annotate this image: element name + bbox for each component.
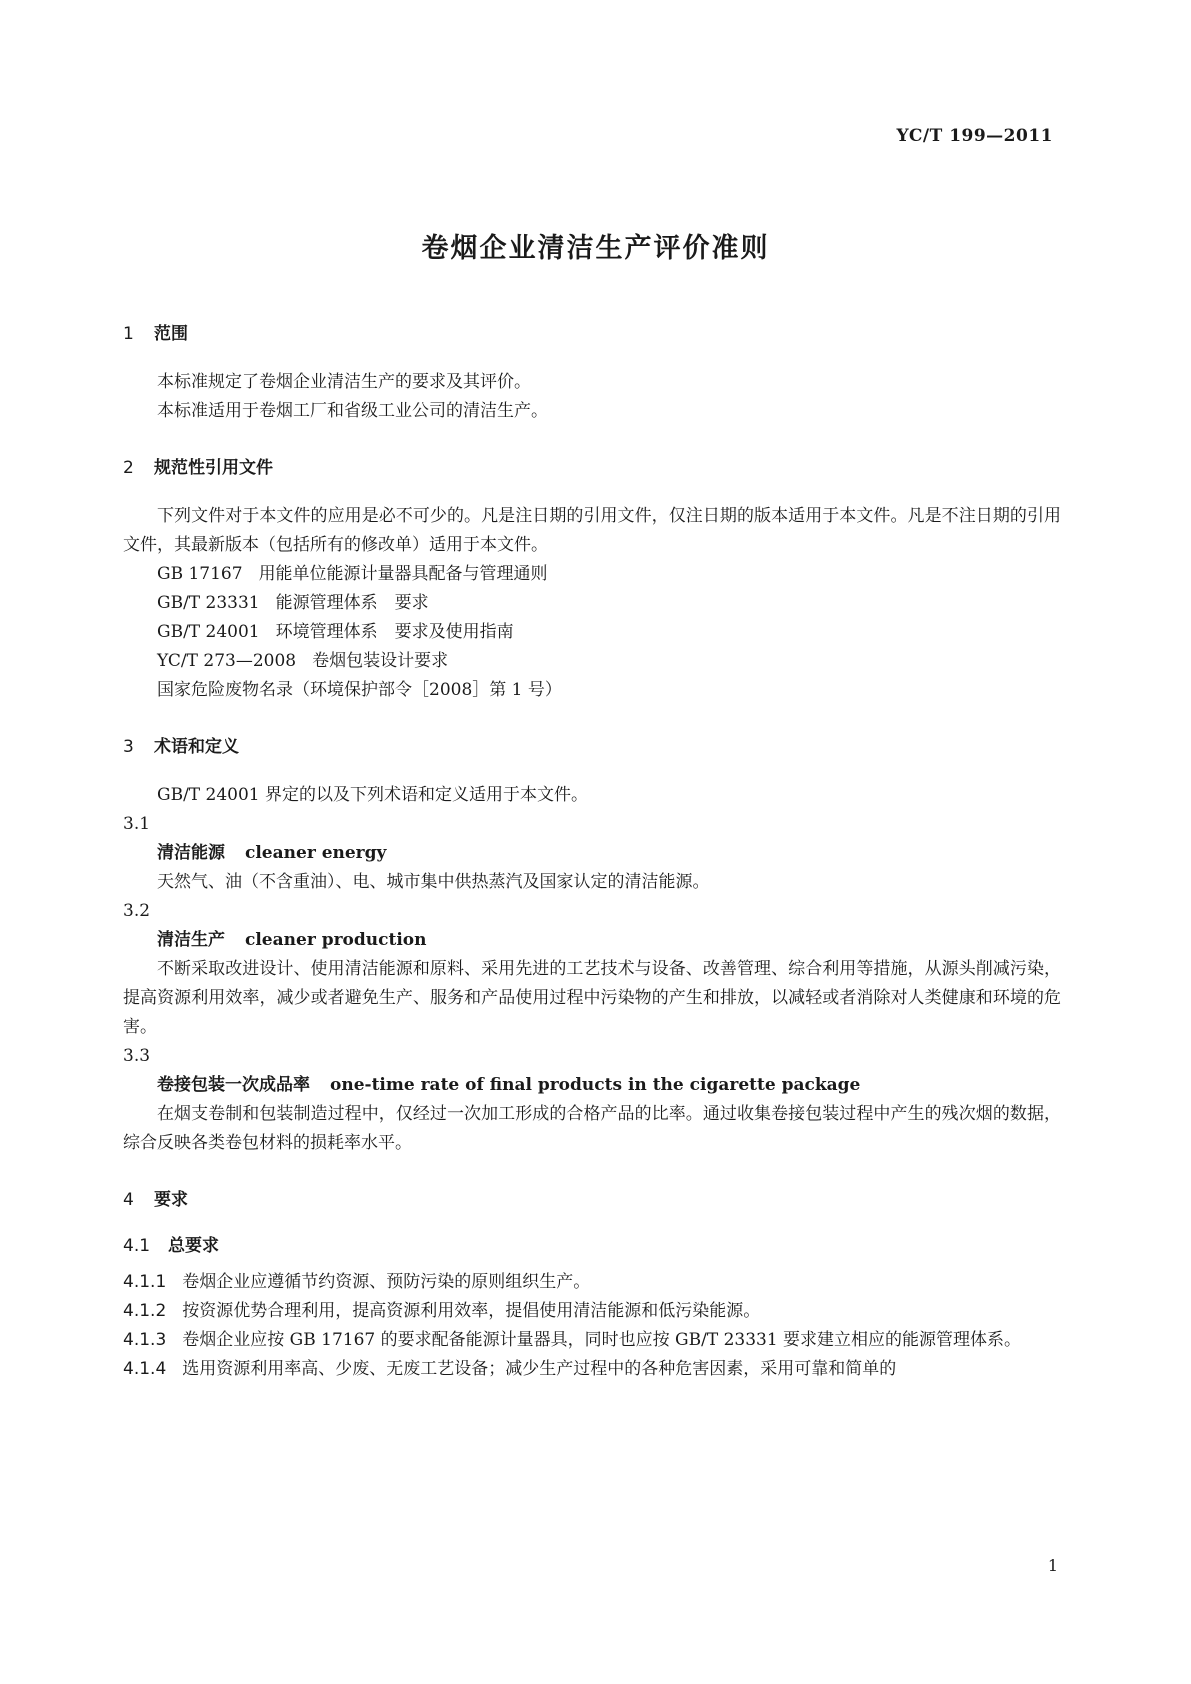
reference-code: GB/T 23331 [157, 593, 260, 613]
item-number: 4.1.3 [123, 1330, 167, 1350]
subsection-number: 4.1 [123, 1236, 151, 1256]
item-text: 按资源优势合理利用，提高资源利用效率，提倡使用清洁能源和低污染能源。 [182, 1301, 761, 1321]
document-title: 卷烟企业清洁生产评价准则 [421, 233, 770, 264]
section-heading-terms-definitions [123, 735, 1061, 759]
section-number: 1 [123, 324, 134, 344]
reference-item [123, 560, 1061, 589]
reference-title: 能源管理体系 要求 [275, 593, 429, 613]
reference-item [123, 647, 1061, 676]
requirement-item [123, 1297, 1061, 1326]
item-text: 选用资源利用率高、少废、无废工艺设备；减少生产过程中的各种危害因素，采用可靠和简单的 [182, 1359, 897, 1379]
subsection-heading-general [123, 1234, 1061, 1258]
reference-title: 环境管理体系 要求及使用指南 [275, 622, 514, 642]
section-title: 术语和定义 [154, 737, 239, 757]
section-title: 规范性引用文件 [154, 458, 273, 478]
paragraph: 本标准适用于卷烟工厂和省级工业公司的清洁生产。 [157, 401, 548, 421]
reference-code: GB/T 24001 [157, 622, 260, 642]
paragraph: 本标准规定了卷烟企业清洁生产的要求及其评价。 [157, 372, 531, 392]
term-number: 3.1 [123, 814, 151, 834]
item-number: 4.1.4 [123, 1359, 167, 1379]
term-definition: 在烟支卷制和包装制造过程中，仅经过一次加工形成的合格产品的比率。通过收集卷接包装过程中产生的残次烟的数据，综合反映各类卷包材料的损耗率水平。 [123, 1104, 1061, 1153]
subsection-title: 总要求 [168, 1236, 220, 1256]
term-definition: 不断采取改进设计、使用清洁能源和原料、采用先进的工艺技术与设备、改善管理、综合利用等措施，从源头削减污染，提高资源利用效率，减少或者避免生产、服务和产品使用过程中污染物的产生和排放，以减轻或者消除对人类健康和环境的危害。 [123, 959, 1061, 1037]
requirement-item [123, 1326, 1061, 1355]
item-text: 卷烟企业应按 GB 17167 的要求配备能源计量器具，同时也应按 GB/T 23331 要求建立相应的能源管理体系。 [182, 1330, 1022, 1350]
term-en: cleaner energy [245, 843, 387, 863]
reference-code: YC/T 273—2008 [157, 651, 297, 671]
reference-title: 国家危险废物名录（环境保护部令［2008］第 1 号） [157, 680, 562, 700]
reference-item [123, 618, 1061, 647]
requirement-item [123, 1268, 1061, 1297]
term-heading [123, 1071, 1061, 1100]
standard-code: YC/T 199—2011 [896, 126, 1053, 146]
reference-item [123, 676, 1061, 705]
paragraph: GB/T 24001 界定的以及下列术语和定义适用于本文件。 [157, 785, 589, 805]
term-en: cleaner production [245, 930, 427, 950]
term-zh: 清洁生产 [157, 930, 225, 950]
section-heading-normative-references [123, 456, 1061, 480]
reference-title: 用能单位能源计量器具配备与管理通则 [258, 564, 548, 584]
reference-title: 卷烟包装设计要求 [312, 651, 449, 671]
reference-item [123, 589, 1061, 618]
item-text: 卷烟企业应遵循节约资源、预防污染的原则组织生产。 [182, 1272, 591, 1292]
section-title: 要求 [154, 1190, 188, 1210]
term-zh: 卷接包装一次成品率 [157, 1075, 310, 1095]
section-heading-scope [123, 322, 1061, 346]
section-number: 3 [123, 737, 134, 757]
term-number: 3.3 [123, 1046, 151, 1066]
reference-code: GB 17167 [157, 564, 243, 584]
term-en: one-time rate of final products in the cigarette package [330, 1075, 861, 1095]
section-heading-requirements [123, 1188, 1061, 1212]
section-number: 4 [123, 1190, 134, 1210]
requirement-item [123, 1355, 1061, 1384]
item-number: 4.1.1 [123, 1272, 167, 1292]
term-definition: 天然气、油（不含重油）、电、城市集中供热蒸汽及国家认定的清洁能源。 [157, 872, 710, 892]
document-body [123, 322, 1061, 1384]
item-number: 4.1.2 [123, 1301, 167, 1321]
paragraph: 下列文件对于本文件的应用是必不可少的。凡是注日期的引用文件，仅注日期的版本适用于本文件。凡是不注日期的引用文件，其最新版本（包括所有的修改单）适用于本文件。 [123, 506, 1061, 555]
term-heading [123, 839, 1061, 868]
section-number: 2 [123, 458, 134, 478]
term-zh: 清洁能源 [157, 843, 225, 863]
page-number: 1 [1047, 1556, 1058, 1575]
term-number: 3.2 [123, 901, 151, 921]
term-heading [123, 926, 1061, 955]
section-title: 范围 [154, 324, 188, 344]
